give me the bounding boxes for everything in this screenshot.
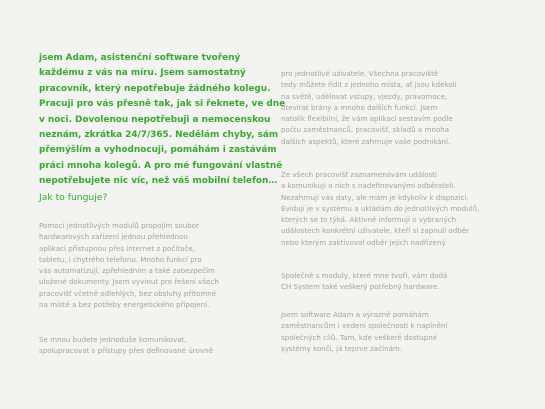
intro-line: přemýšlím a vyhodnocuji, pomáhám i zastávám [39,145,277,156]
paragraph-line: Ze všech pracovišť zaznamenávám události [281,170,437,179]
paragraph-line: tabletu, i chytrého telefonu. Mnoho funkcí pro [39,254,202,264]
paragraph-line: Společně s moduly, které mne tvoří, vám dodá [281,271,448,280]
paragraph-workplaces [281,68,457,147]
paragraph-communication [39,334,213,357]
paragraph-line: otevírat brány a mnoho dalších funkcí. Jsem [281,102,438,112]
intro-line: Pracuji pro vás přesně tak, jak si řeknete, ve dne [39,99,286,110]
paragraph-line: uložené dokumenty. Jsem vyvinut pro řešení všech [39,277,219,287]
paragraph-line: Evidují je v systému a ukládám do jednotlivých modulů, [281,203,480,213]
paragraph-line: pracovišť včetně odlehlých, bez obsluhy přítomné [39,288,217,298]
paragraph-line: Nezahrnuji vás daty, ale mám je kdykoliv k dispozici. [281,192,469,202]
intro-line: jsem Adam, asistenční software tvořený [39,53,241,63]
intro-line: nepotřebujete nic víc, než váš mobilní telefon… [39,176,278,187]
paragraph-line: hardwarových zařízení jednou přehlednou [39,232,188,242]
paragraph-line: dalších aspektů, které zahrnuje vaše podnikání. [281,136,451,146]
paragraph-line: zaměstnancům i vedení společnosti k naplnění [281,321,448,331]
paragraph-line: Jsem software Adam a výrazně pomáhám [281,310,429,319]
paragraph-line: Pomocí jednotlivých modulů propojím soubor [39,221,200,230]
paragraph-line: systémy končí, já teprve začínám. [281,343,403,353]
intro-line: práci mnoha kolegů. A pro mé fungování vlastně [39,160,283,171]
paragraph-line: událostech konkrétní uživatele, kteří si zapnuli odběr [281,226,470,236]
paragraph-line: CH System také veškerý potřebný hardware. [281,282,440,292]
paragraph-line: na světě, udělovat vstupy, vjezdy, pravomoce, [281,91,448,101]
intro-line: neznám, zkrátka 24/7/365. Nedělám chyby, sám [39,130,279,141]
paragraph-line: natolik flexibilní, že vám aplikaci sestavím podle [281,114,453,124]
paragraph-events [281,169,479,248]
paragraph-hardware [281,270,447,293]
paragraph-line: nebo kterým zaktivoval odběr jejich nadřízený. [281,237,447,247]
paragraph-line: aplikací přístupnou přes internet z počítače, [39,243,195,253]
paragraph-line: kterých se to týká. Aktivně informuji o vybraných [281,215,457,225]
paragraph-line: pro jednotlivé uživatele. Všechna pracoviště [281,69,439,78]
paragraph-line: počtu zaměstnanců, pracovišť, skladů a mnoha [281,125,450,135]
section-heading: Jak to funguje? [39,192,108,203]
intro-text [39,51,286,190]
paragraph-line: Se mnou budete jednoduše komunikovat, [39,335,187,344]
paragraph-line: tedy můžete řídit z jednoho místa, ať jsou kdekoli [281,80,457,90]
paragraph-line: společných cílů. Tam, kde veškeré dostupné [281,332,438,342]
paragraph-modules [39,220,219,310]
paragraph-line: na místě a bez potřeby energetického připojení. [39,300,210,310]
intro-line: pracovník, který nepotřebuje žádného kolegu. [39,83,271,94]
intro-line: v noci. Dovolenou nepotřebuji a nemocenskou [39,114,271,125]
paragraph-closing [281,309,447,354]
paragraph-line: vás automatizuji, zpřehledním a také zabezpečím [39,266,215,276]
paragraph-line: spolupracovat s přístupy přes definované úrovně [39,346,213,356]
intro-line: každému z vás na míru. Jsem samostatný [39,68,246,79]
paragraph-line: a komunikuji o nich s nadefinovanými odběrateli. [281,181,456,191]
